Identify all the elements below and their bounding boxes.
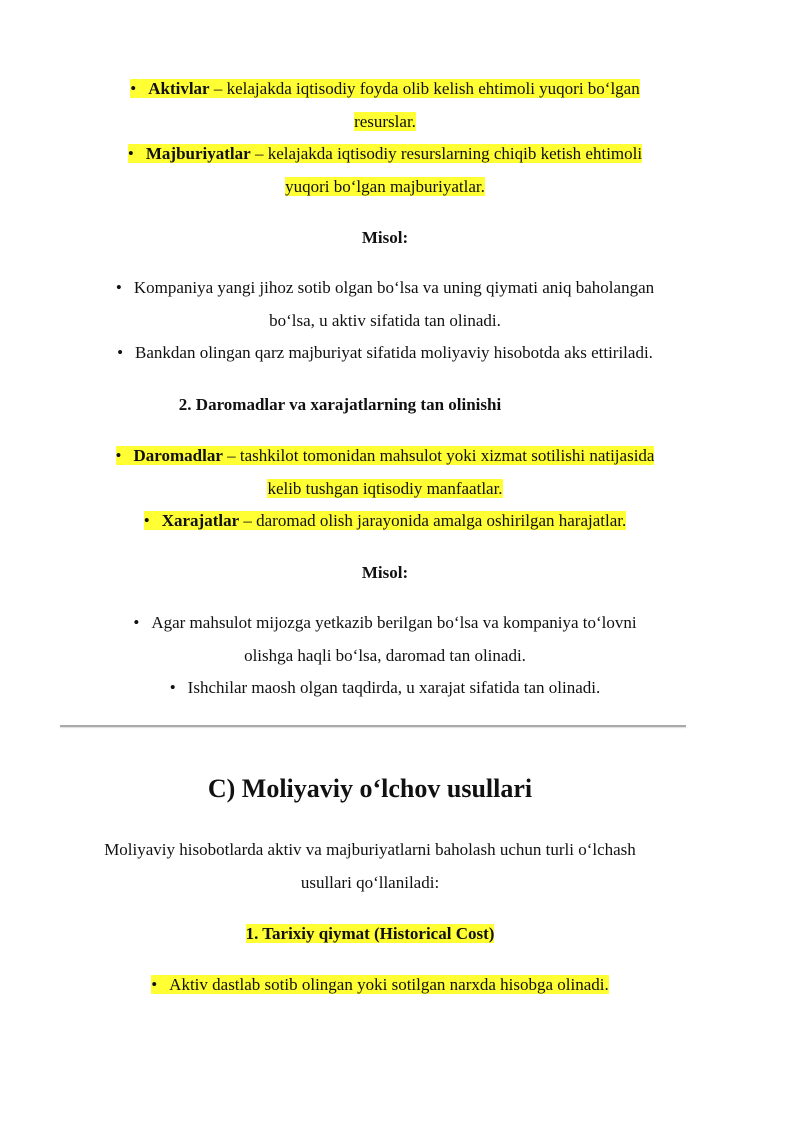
bullet: • [115, 278, 122, 297]
definition-aktivlar-line1: – kelajakda iqtisodiy foyda olib kelish ehtimoli yuqori bo‘lgan [209, 79, 640, 98]
bullet: • [133, 613, 140, 632]
sectionC-item-text: Aktiv dastlab sotib olingan yoki sotilgan narxda hisobga olinadi. [169, 975, 609, 994]
bullet: • [115, 446, 122, 465]
sectionC-intro-line1: Moliyaviy hisobotlarda aktiv va majburiyatlarni baholash uchun turli o‘lchash [104, 840, 636, 859]
bullet: • [127, 144, 134, 163]
misol1-item-1-line1: Kompaniya yangi jihoz sotib olgan bo‘lsa va uning qiymati aniq baholangan [133, 278, 655, 297]
sectionC-title: C) Moliyaviy o‘lchov usullari [207, 774, 533, 803]
definition-xarajatlar-line1: – daromad olish jarayonida amalga oshirilgan harajatlar. [239, 511, 627, 530]
sectionC-item [60, 968, 700, 1001]
list-item-daromadlar [65, 439, 705, 505]
misol2-item-1-line2: olishga haqli bo‘lsa, daromad tan olinadi. [244, 646, 526, 665]
misol1-item-1-line2: bo‘lsa, u aktiv sifatida tan olinadi. [269, 311, 501, 330]
definition-daromadlar-line2: kelib tushgan iqtisodiy manfaatlar. [267, 479, 503, 498]
misol1-item-2-line1: Bankdan olingan qarz majburiyat sifatida moliyaviy hisobotda aks ettiriladi. [135, 343, 653, 362]
term-aktivlar: Aktivlar [148, 79, 210, 98]
definition-aktivlar-line2: resurslar. [354, 112, 416, 131]
horizontal-divider [60, 725, 686, 727]
bullet: • [169, 678, 176, 697]
misol-label-1: Misol: [361, 228, 409, 247]
bullet: • [117, 343, 124, 362]
bullet: • [151, 975, 158, 994]
misol2-item-1 [70, 606, 700, 672]
bullet: • [143, 511, 150, 530]
misol2-item-2 [70, 671, 700, 704]
term-majburiyatlar: Majburiyatlar [145, 144, 251, 163]
sectionC-intro [55, 833, 685, 899]
term-daromadlar: Daromadlar [133, 446, 223, 465]
definition-majburiyatlar-line1: – kelajakda iqtisodiy resurslarning chiqib ketish ehtimoli [250, 144, 643, 163]
misol1-item-1 [70, 271, 700, 337]
list-item-aktivlar [70, 72, 700, 138]
misol2-item-2-line1: Ishchilar maosh olgan taqdirda, u xarajat sifatida tan olinadi. [187, 678, 601, 697]
sectionC-subtitle [60, 917, 680, 950]
list-item-xarajatlar [70, 504, 700, 537]
term-xarajatlar: Xarajatlar [161, 511, 240, 530]
misol1-item-2 [70, 336, 700, 369]
definition-majburiyatlar-line2: yuqori bo‘lgan majburiyatlar. [285, 177, 485, 196]
list-item-majburiyatlar [70, 137, 700, 203]
sectionC-intro-line2: usullari qo‘llaniladi: [300, 873, 440, 892]
misol-label-2: Misol: [361, 563, 409, 582]
sectionC-subtitle-text: 1. Tarixiy qiymat (Historical Cost) [245, 924, 495, 943]
definition-daromadlar-line1: – tashkilot tomonidan mahsulot yoki xizmat sotilishi natijasida [222, 446, 655, 465]
misol2-item-1-line1: Agar mahsulot mijozga yetkazib berilgan bo‘lsa va kompaniya to‘lovni [151, 613, 637, 632]
section2-title: 2. Daromadlar va xarajatlarning tan olinishi [178, 395, 502, 414]
bullet: • [130, 79, 137, 98]
